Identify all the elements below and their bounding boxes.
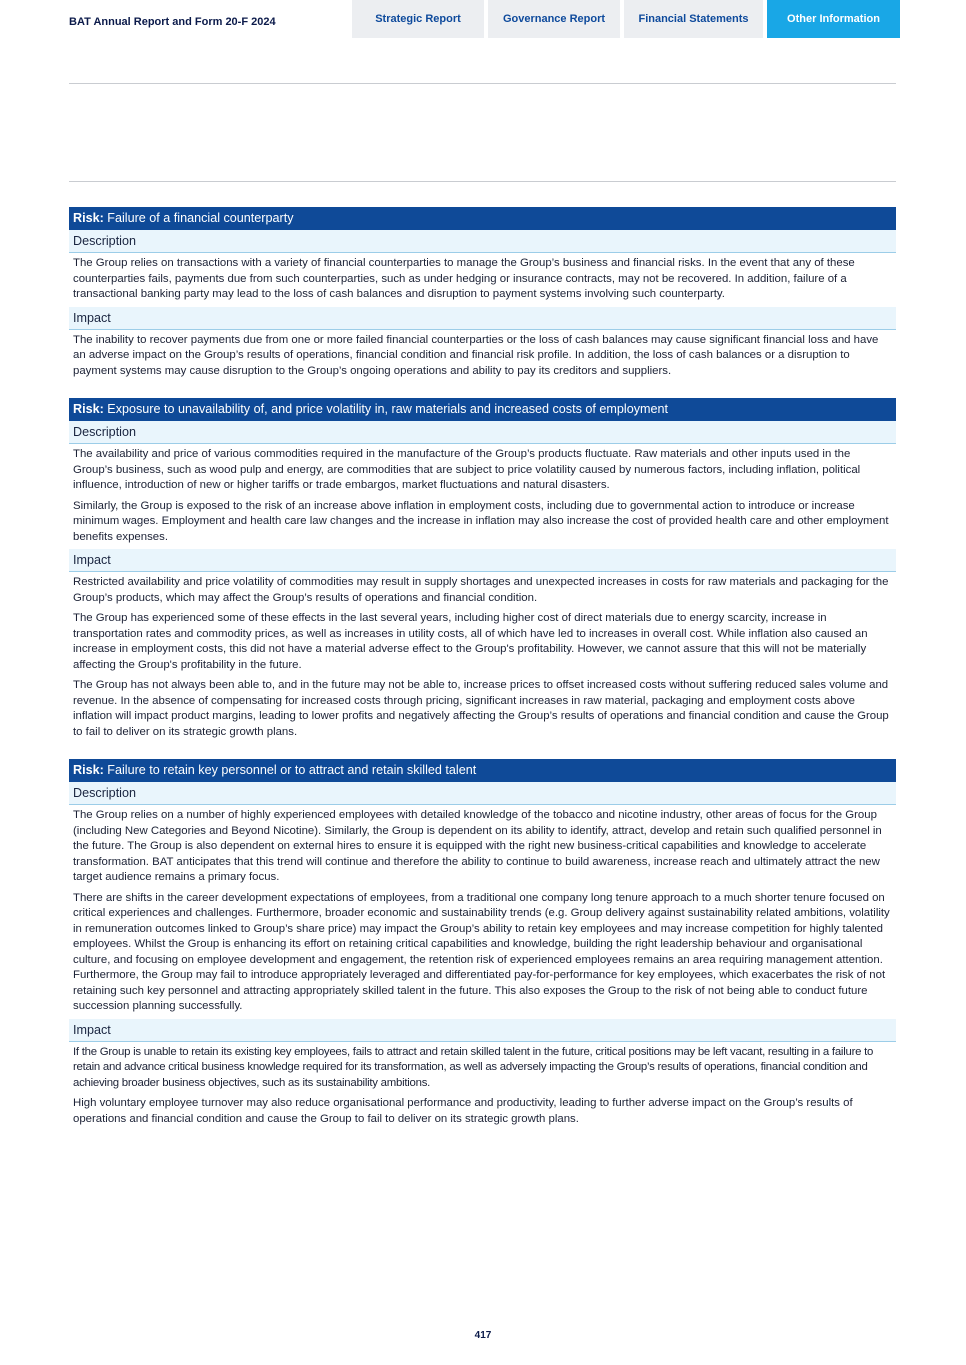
section-navigation xyxy=(352,0,900,38)
risk-raw-materials-and-employment-costs xyxy=(69,398,896,744)
description-heading: Description xyxy=(69,782,896,805)
impact-body xyxy=(69,572,896,744)
document-title: BAT Annual Report and Form 20-F 2024 xyxy=(69,16,276,28)
description-body xyxy=(69,444,896,549)
impact-paragraph: The Group has not always been able to, and in the future may not be able to, increase prices to offset increased costs without suffering reduced sales volume and revenue. In the absence of compensating for increased costs through pricing, significant increases in raw material, packaging and employment costs above inflation will impact product margins, leading to lower profits and negatively affecting the Group’s results of operations and financial condition and cause the Group to fail to deliver on its strategic growth plans. xyxy=(73,679,889,738)
risk-title: Failure of a financial counterparty xyxy=(107,211,294,225)
risk-title: Failure to retain key personnel or to attract and retain skilled talent xyxy=(107,763,477,777)
impact-heading: Impact xyxy=(69,1019,896,1042)
tab-strategic-report[interactable]: Strategic Report xyxy=(352,0,484,38)
description-body xyxy=(69,805,896,1019)
risk-title-bar xyxy=(69,398,896,421)
impact-paragraph: The Group has experienced some of these effects in the last several years, including higher cost of direct materials due to energy scarcity, increase in transportation rates and commodity prices, as well as increases in utility costs, all of which have led to increases in overall cost. While inflation also caused an increase in employment costs, this did not have a material adverse effect to the Group's profitability. However, we cannot assure that this will not be materially affecting the Group's profitability in the future. xyxy=(73,612,868,671)
impact-paragraph: The inability to recover payments due from one or more failed financial counterparties or the loss of cash balances may cause significant financial loss and have an adverse impact on the Group’s results of operations, financial condition and financial risk profile. In addition, the loss of cash balances or a disruption to payment systems may cause disruption to the Group’s ongoing operations and ability to pay its creditors and suppliers. xyxy=(73,333,879,377)
risk-financial-counterparty xyxy=(69,207,896,383)
description-paragraph: The availability and price of various commodities required in the manufacture of the Group’s products fluctuate. Raw materials and other inputs used in the Group’s business, such as wood pulp and energy, are commodities that are subject to price volatility caused by numerous factors, including inflation, political influence, introduction of new or higher tariffs or trade embargos, market fluctuations and natural disasters. xyxy=(73,448,861,491)
impact-body xyxy=(69,1042,896,1132)
tab-financial-statements[interactable]: Financial Statements xyxy=(624,0,763,38)
impact-paragraph: Restricted availability and price volatility of commodities may result in supply shortages and unexpected increases in costs for raw materials and packaging for the Group’s products, which may affect the Group’s results of operations and financial condition. xyxy=(73,576,889,604)
description-paragraph: The Group relies on transactions with a variety of financial counterparties to manage the Group’s business and financial risks. In the event that any of these counterparties fails, payments due from such counterparties, such as under hedging or insurance contracts, may not be recovered. In addition, failure of a transactional banking party may lead to the loss of cash balances and disruption to payment systems involving such counterparty. xyxy=(73,257,855,300)
risk-title-bar xyxy=(69,207,896,230)
description-heading: Description xyxy=(69,230,896,253)
risk-list xyxy=(69,207,896,1146)
description-body xyxy=(69,253,896,307)
description-paragraph: Similarly, the Group is exposed to the risk of an increase above inflation in employment costs, including due to governmental action to introduce or increase minimum wages. Employment and health care law changes and the increase in inflation may also increase the cost of provided health care and other employment benefits expenses. xyxy=(73,499,889,543)
page-number: 417 xyxy=(474,1330,492,1341)
impact-body xyxy=(69,330,896,384)
description-paragraph: The Group relies on a number of highly experienced employees with detailed knowledge of the tobacco and nicotine industry, other areas of focus for the Group (including New Categories and Beyond Nicotine). Similarly, the Group is dependent on its ability to identify, attract, develop and retain such qualified personnel in the future. The Group is also dependent on external hires to ensure it is equipped with the right new business-critical capabilities and knowledge to accelerate transformation. BAT anticipates that this trend will continue and therefore the ability to continue to build awareness, increase reach and ultimately attract the new target audience remains a primary focus. xyxy=(73,809,882,883)
risk-title: Exposure to unavailability of, and price volatility in, raw materials and increased costs of employment xyxy=(107,402,668,416)
tab-other-information[interactable]: Other Information xyxy=(767,0,900,38)
impact-paragraph: If the Group is unable to retain its existing key employees, fails to attract and retain skilled talent in the future, critical positions may be left vacant, resulting in a failure to retain and advance critical business knowledge required for its transformation, as well as adversely impacting the Group’s results of operations, financial condition and achieving broader business objectives, such as its sustainability ambitions. xyxy=(73,1045,874,1089)
section-divider xyxy=(69,181,896,182)
risk-label: Risk: xyxy=(73,402,104,416)
description-paragraph: There are shifts in the career development expectations of employees, from a traditional one company long tenure approach to a much shorter tenure focused on critical experiences and challenges. Furthermore, broader economic and sustainability trends (e.g. Group delivery against sustainability related ambitions, volatility in remuneration outcomes linked to Group’s share price) may impact the Group’s ability to retain key employees and may increase competition for highly talented employees. Whilst the Group is enhancing its effort on retaining critical capabilities and knowledge, building the right leadership behaviour and organisational culture, and focusing on employee development and engagement, the retention risk of experienced employees remains an area requiring management attention. Furthermore, the Group may fail to introduce appropriately leveraged and differentiated pay-for-performance for key employees, which exacerbates the risk of not retaining such key personnel and attracting appropriately skilled talent in the future. This also exposes the Group to the risk of not being able to conduct future succession planning successfully. xyxy=(73,891,890,1012)
description-heading: Description xyxy=(69,421,896,444)
risk-key-personnel-and-talent xyxy=(69,759,896,1131)
top-divider xyxy=(69,83,896,84)
risk-label: Risk: xyxy=(73,763,104,777)
tab-governance-report[interactable]: Governance Report xyxy=(488,0,620,38)
risk-label: Risk: xyxy=(73,211,104,225)
impact-heading: Impact xyxy=(69,307,896,330)
risk-title-bar xyxy=(69,759,896,782)
impact-paragraph: High voluntary employee turnover may also reduce organisational performance and productivity, leading to further adverse impact on the Group’s results of operations and financial condition and cause the Group to fail to deliver on its strategic growth plans. xyxy=(73,1097,853,1125)
impact-heading: Impact xyxy=(69,549,896,572)
